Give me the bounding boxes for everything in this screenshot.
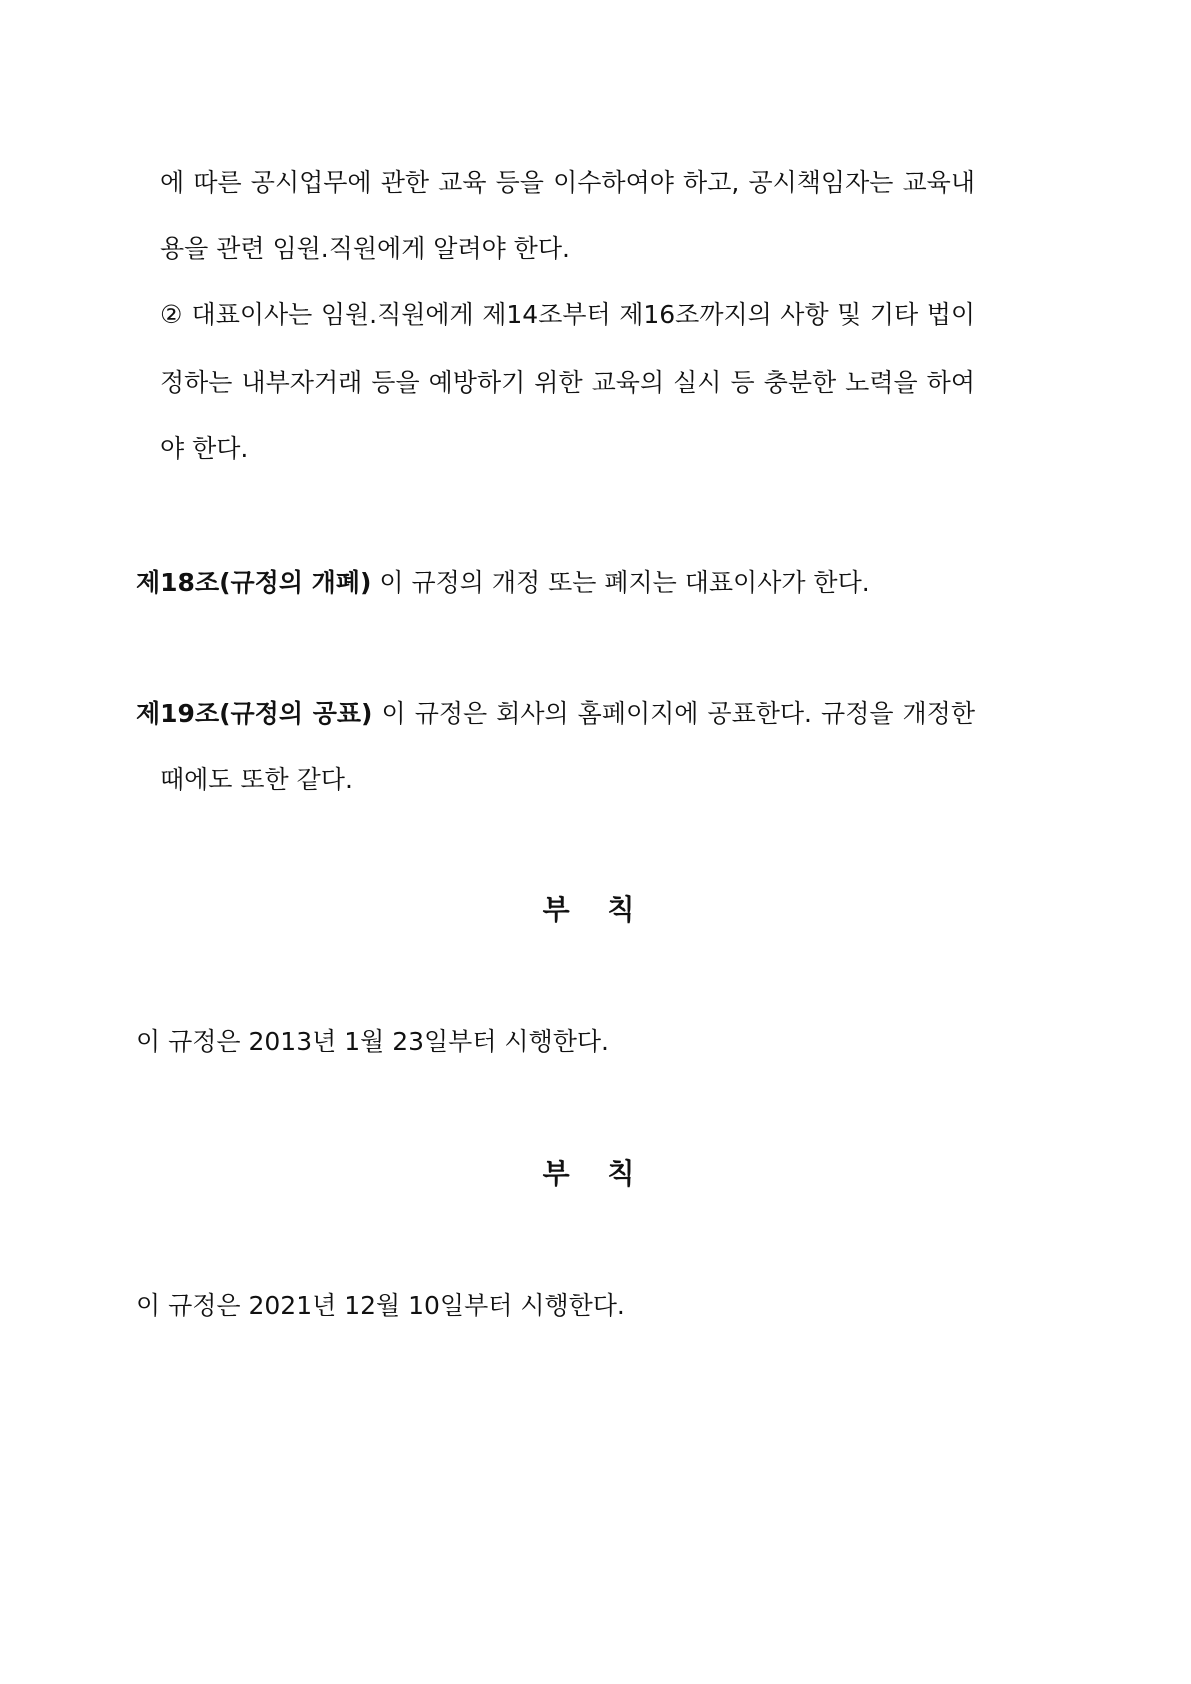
article17-para2-line1: ② 대표이사는 임원.직원에게 제14조부터 제16조까지의 사항 및 기타 법이 [160,300,975,329]
article18-heading: 제18조(규정의 개폐) [136,568,372,597]
addendum1-title: 부 칙 [542,893,649,926]
article19-heading: 제19조(규정의 공표) [136,699,373,728]
article17-line2: 용을 관련 임원.직원에게 알려야 한다. [160,234,570,263]
article19-line1 [136,697,975,731]
addendum2-text: 이 규정은 2021년 12월 10일부터 시행한다. [136,1291,625,1320]
article18 [136,566,870,600]
article17-para2-line3: 야 한다. [160,434,249,463]
article18-text: 이 규정의 개정 또는 폐지는 대표이사가 한다. [371,568,870,597]
article17-para2-line2: 정하는 내부자거래 등을 예방하기 위한 교육의 실시 등 충분한 노력을 하여 [160,368,975,397]
article17-line1: 에 따른 공시업무에 관한 교육 등을 이수하여야 하고, 공시책임자는 교육내 [160,168,975,197]
addendum2-title: 부 칙 [542,1157,649,1190]
addendum1-text: 이 규정은 2013년 1월 23일부터 시행한다. [136,1027,609,1056]
article19-line2: 때에도 또한 같다. [160,765,353,794]
article19-text: 이 규정은 회사의 홈페이지에 공표한다. 규정을 개정한 [372,699,975,728]
